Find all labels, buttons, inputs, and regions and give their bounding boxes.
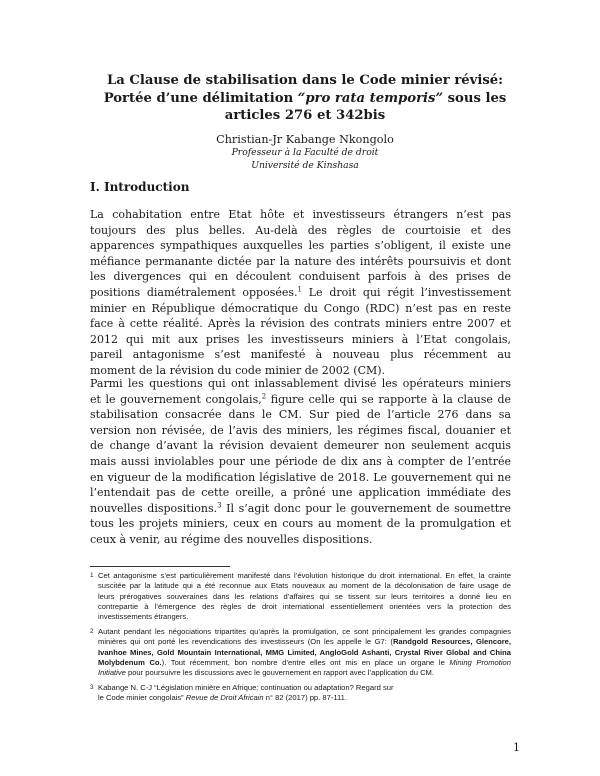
paper-title <box>90 72 520 125</box>
author-block <box>90 133 520 172</box>
paragraph-line: apparences sympathiques auxquelles les parties s’obligent, il existe une <box>90 239 511 253</box>
paragraph-line-start: nouvelles dispositions. <box>90 501 218 515</box>
paragraph-line: les divergences qui en découlent conduisent parfois à des prises de <box>90 270 511 284</box>
title-italic-phrase: “pro rata temporis” <box>297 90 444 106</box>
company-names: Ivanhoe Mines, Gold Mountain International, MMG Limited, AngloGold Ashanti, Crystal River Global and China <box>98 647 511 657</box>
paragraph-line: en vigueur de la modification législative de 2018. Le gouvernement qui ne <box>90 470 511 484</box>
paragraph-line-start: positions diamétralement opposées. <box>90 285 298 299</box>
footnote-line <box>98 658 511 668</box>
paragraph-line: minier en République démocratique du Congo (RDC) n’est pas en reste <box>90 301 511 315</box>
paragraph-2 <box>90 376 511 548</box>
footnote-body <box>98 627 511 678</box>
footnote-ref-1[interactable]: 1 <box>297 285 302 294</box>
title-line-3: articles 276 et 342bis <box>224 108 386 123</box>
footnote-number: 3 <box>90 684 94 691</box>
paragraph-line: Parmi les questions qui ont inlassablement divisé les opérateurs miniers <box>90 377 511 390</box>
paragraph-line <box>90 392 511 408</box>
paragraph-line: ceux à venir, au régime des nouvelles dispositions. <box>90 532 373 546</box>
paragraph-line: stabilisation consacrée dans le CM. Sur pied de l’article 276 dans sa <box>90 408 511 422</box>
footnote-text: n° 82 (2017) pp. 87-111. <box>263 693 347 703</box>
footnote-divider <box>90 566 230 567</box>
footnote-text: minières qui ont porté les revendications des investisseurs (On les appelle le G7: ( <box>98 637 393 647</box>
footnote-line: investissements étrangers. <box>98 612 189 622</box>
page-number: 1 <box>513 741 520 754</box>
paragraph-line: version non révisée, de l’avis des miniers, les régimes fiscal, douanier et <box>90 423 511 437</box>
paragraph-line: tous les projets miniers, ceux en cours au moment de la promulgation et <box>90 517 511 531</box>
section-heading: I. Introduction <box>90 180 190 194</box>
footnote-body <box>98 571 511 622</box>
paragraph-line-end: Il s’agit donc pour le gouvernement de soumettre <box>221 501 511 515</box>
footnote-text: ). Tout récemment, bon nombre d’entre elles ont mis en place un organe le <box>161 657 450 667</box>
paragraph-line-end: Le droit qui régit l’investissement <box>302 285 511 299</box>
title-line-2-end: sous les <box>443 90 507 106</box>
company-names: Randgold Resources, Glencore, <box>392 637 511 647</box>
title-line-2-start: Portée d’une délimitation <box>103 90 298 106</box>
organization-name: Mining Promotion <box>449 657 511 667</box>
paragraph-line: pareil antagonisme s’est manifesté à nouveau plus récemment au <box>90 348 511 362</box>
footnote-line: suscitée par la latitude qui a été reconnue aux Etats nouveaux au moment de la décolonisation de faire usage de <box>98 581 511 591</box>
footnote-ref-2[interactable]: 2 <box>261 391 267 400</box>
paragraph-line-end: figure celle qui se rapporte à la clause de <box>266 392 511 406</box>
paragraph-line <box>90 285 511 301</box>
journal-title: Revue de Droit Africain <box>185 693 264 703</box>
footnote-line: Kabange N. C-J “Législation minière en Afrique: continuation ou adaptation? Regard sur <box>98 683 394 692</box>
paragraph-line: face à cette réalité. Après la révision des contrats miniers entre 2007 et <box>90 317 511 331</box>
paragraph-1 <box>90 207 511 379</box>
footnote-number: 2 <box>90 628 94 635</box>
paragraph-line: La cohabitation entre Etat hôte et investisseurs étrangers n’est pas <box>90 208 511 221</box>
paragraph-line: mais aussi inviolables pour une période de dix ans à compter de l’entrée <box>90 454 511 468</box>
title-line-2 <box>90 90 520 108</box>
author-role: Professeur à la Faculté de droit <box>231 147 379 158</box>
footnote-text: le Code minier congolais” <box>98 693 186 703</box>
footnote-line: leurs prérogatives souveraines dans les relations d’affaires qui se tissent sur leurs territoires a donné lieu en <box>98 591 511 601</box>
paragraph-line: méfiance permanante dictée par la nature des intérêts poursuivis et dont <box>90 254 511 268</box>
paragraph-line: toujours des plus belles. Au-delà des règles de courtoisie et des <box>90 223 511 237</box>
footnote-text: pour poursuivre les discussions avec le gouvernement en rapport avec l’application du CM. <box>125 668 434 678</box>
paragraph-line: l’entendait pas de cette oreille, a prôné une application immédiate des <box>90 486 511 500</box>
footnote-2 <box>90 627 511 678</box>
footnote-1 <box>90 571 511 622</box>
title-line-1: La Clause de stabilisation dans le Code minier révisé: <box>106 73 504 88</box>
paragraph-line: de change d’avant la révision devaient demeurer non seulement acquis <box>90 439 511 453</box>
footnote-body <box>98 683 511 704</box>
footnote-line: contrepartie à l’émergence des règles de droit international essentiellement orientées vers la protection des <box>98 601 511 611</box>
footnote-number: 1 <box>90 572 94 579</box>
paragraph-line-start: et le gouvernement congolais, <box>90 392 262 406</box>
author-name: Christian-Jr Kabange Nkongolo <box>216 133 394 146</box>
company-names: Molybdenum Co. <box>98 657 162 667</box>
footnote-3 <box>90 683 511 704</box>
footnote-line <box>98 648 511 658</box>
footnote-line <box>98 668 511 678</box>
footnote-ref-3[interactable]: 3 <box>217 501 222 510</box>
paragraph-line: 2012 qui mit aux prises les investisseurs miniers à l’Etat congolais, <box>90 332 511 346</box>
footnote-line: Autant pendant les négociations tripartites qu’après la promulgation, ce sont principalement les grandes compagnies <box>98 627 511 636</box>
footnote-line <box>98 637 511 647</box>
author-university: Université de Kinshasa <box>251 159 359 171</box>
footnote-line: Cet antagonisme s’est particulièrement manifesté dans l’évolution historique du droit international. En effet, la crainte <box>98 571 511 580</box>
paragraph-line <box>90 501 511 517</box>
organization-name: Initiative <box>98 668 126 678</box>
paragraph-line: moment de la révision du code minier de 2002 (CM). <box>90 363 386 377</box>
footnote-line <box>98 693 511 703</box>
